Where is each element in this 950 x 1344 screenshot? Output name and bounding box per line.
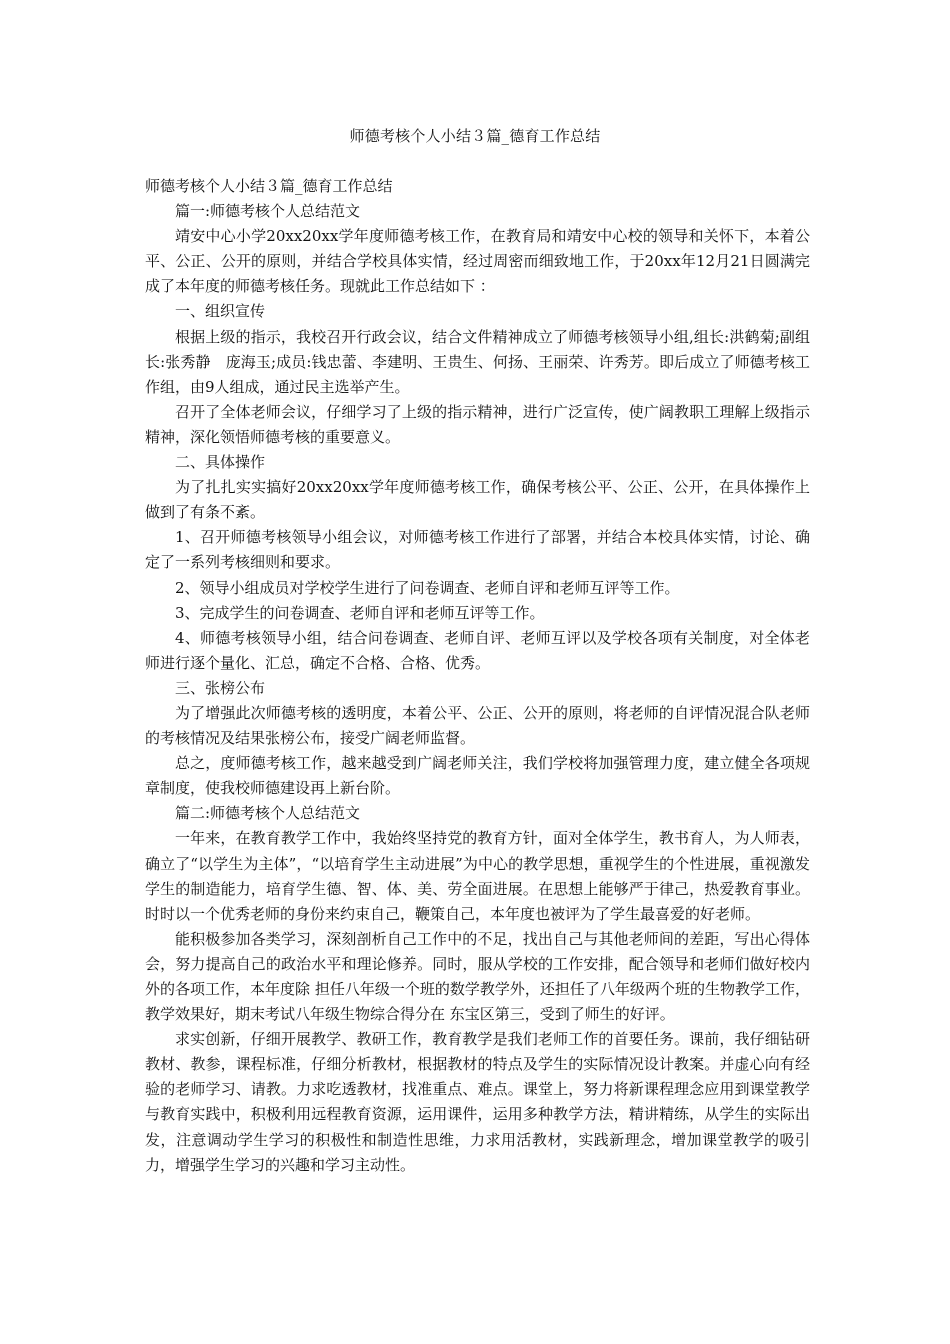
paragraph: 一、组织宣传 (175, 302, 266, 321)
document-heading: 师德考核个人小结３篇_德育工作总结 (145, 177, 393, 195)
paragraph: 三、张榜公布 (175, 678, 266, 697)
paragraph: 求实创新，仔细开展教学、教研工作，教育教学是我们老师工作的首要任务。课前，我仔细钻研教材、教参，课程标准，仔细分析教材，根据教材的特点及学生的实际情况设计教案。并虚心向有经验的老师学习、请教。力求吃透教材，找准重点、难点。课堂上，努力将新课程理念应用到课堂教学与教育实践中，积极利用远程教育资源，运用课件，运用多种教学方法，精讲精练，从学生的实际出发，注意调动学生学习的积极性和制造性思维，力求用活教材，实践新理念，增加课堂教学的吸引力，增强学生学习的兴趣和学习主动性。 (145, 1030, 810, 1174)
document-title: 师德考核个人小结３篇_德育工作总结 (349, 127, 601, 145)
paragraph: 能积极参加各类学习，深刻剖析自己工作中的不足，找出自己与其他老师间的差距，写出心得体会，努力提高自己的政治水平和理论修养。同时，服从学校的工作安排，配合领导和老师们做好校内外的各项工作，本年度除 担任八年级一个班的数学教学外，还担任了八年级两个班的生物教学工作，教学效果好，期末考试八年级生物综合得分在 东宝区第三，受到了师生的好评。 (145, 929, 810, 1024)
paragraph: 总之，度师德考核工作，越来越受到广阔老师关注，我们学校将加强管理力度，建立健全各项规章制度，使我校师德建设再上新台阶。 (145, 754, 810, 798)
paragraph: 靖安中心小学20xx20xx学年度师德考核工作，在教育局和靖安中心校的领导和关怀下，本着公平、公正、公开的原则，并结合学校具体实情，经过周密而细致地工作，于20xx年12月21日圆满完成了本年度的师德考核任务。现就此工作总结如下 ： (145, 227, 810, 296)
paragraph: 为了扎扎实实搞好20xx20xx学年度师德考核工作，确保考核公平、公正、公开，在具体操作上做到了有条不紊。 (145, 478, 810, 522)
paragraph: 召开了全体老师会议，仔细学习了上级的指示精神，进行广泛宣传，使广阔教职工理解上级指示精神，深化领悟师德考核的重要意义。 (145, 402, 810, 446)
paragraph: 根据上级的指示，我校召开行政会议，结合文件精神成立了师德考核领导小组,组长:洪鹤菊;副组长:张秀静 庞海玉;成员:钱忠蕾、李建明、王贵生、何扬、王丽荣、许秀芳。即后成立了师德考核工作组，由9人组成，通过民主选举产生。 (145, 327, 810, 396)
paragraph: 4、师德考核领导小组，结合问卷调查、老师自评、老师互评以及学校各项有关制度，对全体老师进行逐个量化、汇总，确定不合格、合格、优秀。 (145, 628, 810, 672)
paragraph: 二、具体操作 (175, 453, 266, 472)
paragraph: 3、完成学生的问卷调查、老师自评和老师互评等工作。 (175, 603, 545, 622)
paragraph: 2、领导小组成员对学校学生进行了问卷调查、老师自评和老师互评等工作。 (175, 578, 680, 597)
paragraph: 为了增强此次师德考核的透明度，本着公平、公正、公开的原则，将老师的自评情况混合队老师的考核情况及结果张榜公布，接受广阔老师监督。 (145, 703, 810, 748)
paragraph: 篇一:师德考核个人总结范文 (175, 202, 361, 221)
document-body (145, 174, 810, 1178)
paragraph: 篇二:师德考核个人总结范文 (175, 804, 361, 823)
paragraph: 一年来，在教育教学工作中，我始终坚持党的教育方针，面对全体学生，教书育人，为人师表，确立了“以学生为主体”，“以培育学生主动进展”为中心的教学思想，重视学生的个性进展，重视激发学生的制造能力，培育学生德、智、体、美、劳全面进展。在思想上能够严于律己，热爱教育事业。时时以一个优秀老师的身份来约束自己，鞭策自己，本年度也被评为了学生最喜爱的好老师。 (145, 829, 810, 923)
paragraph: 1、召开师德考核领导小组会议，对师德考核工作进行了部署，并结合本校具体实情，讨论、确定了一系列考核细则和要求。 (145, 528, 810, 572)
